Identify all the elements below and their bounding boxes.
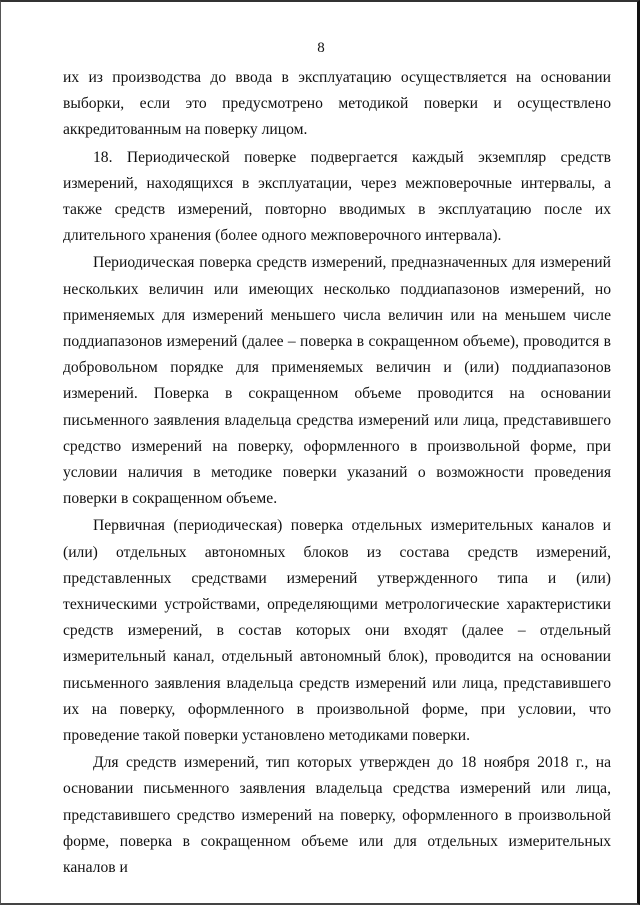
paragraph-types-before-2018: Для средств измерений, тип которых утвержден до 18 ноября 2018 г., на основании письменного заявления владельца средства измерений или лица, представившего средство измерений на поверку, оформленного в произвольной форме, поверка в сокращенном объеме или для отдельных измерительных каналов и [63, 754, 611, 877]
paragraph-separate-channels: Первичная (периодическая) поверка отдельных измерительных каналов и (или) отдельных автономных блоков из состава средств измерений, представленных средствами измерений утвержденного типа и (или) техническими устройствами, определяющими метрологические характеристики средств измерений, в состав которых они входят (далее – отдельный измерительный канал, отдельный автономный блок), проводится на основании письменного заявления владельца средств измерений или лица, представившего их на поверку, оформленного в произвольной форме, при условии, что проведение такой поверки установлено методиками поверки. [63, 517, 611, 745]
paragraph-continuation: их из производства до ввода в эксплуатацию осуществляется на основании выборки, если это предусмотрено методикой поверки и осуществлено аккредитованным на поверку лицом. [63, 69, 611, 139]
paragraph-item-18: 18. Периодической поверке подвергается каждый экземпляр средств измерений, находящихся в эксплуатации, через межповерочные интервалы, а также средств измерений, повторно вводимых в эксплуатацию после их длительного хранения (более одного межповерочного интервала). [63, 148, 611, 245]
page-number: 8 [317, 40, 325, 56]
document-body [63, 65, 611, 881]
paragraph-reduced-verification: Периодическая поверка средств измерений, предназначенных для измерений нескольких величин или имеющих несколько поддиапазонов измерений, но применяемых для измерений меньшего числа величин или на меньшем числе поддиапазонов измерений (далее – поверка в сокращенном объеме), проводится в добровольном порядке для применяемых величин и (или) поддиапазонов измерений. Поверка в сокращенном объеме проводится на основании письменного заявления владельца средства измерений или лица, представившего средство измерений на поверку, оформленного в произвольной форме, при условии наличия в методике поверки указаний о возможности проведения поверки в сокращенном объеме. [63, 254, 611, 508]
